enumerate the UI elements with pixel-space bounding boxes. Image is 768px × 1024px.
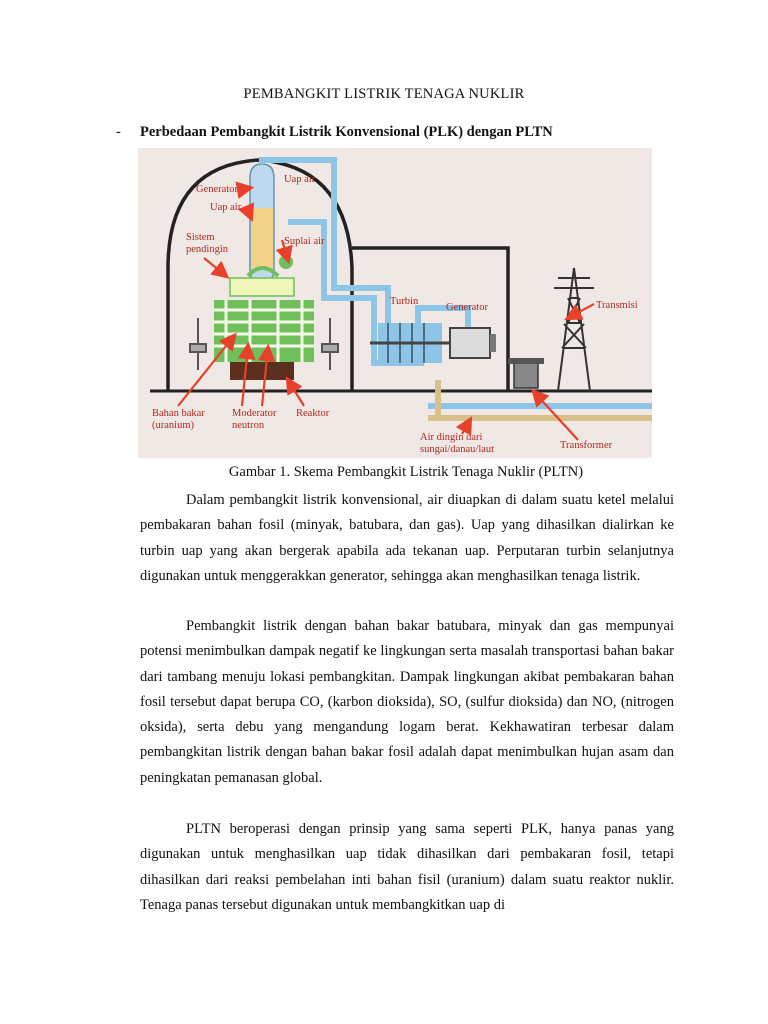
paragraph-2: Pembangkit listrik dengan bahan bakar batubara, minyak dan gas mempunyai potensi menimbulkan dampak negatif ke lingkungan serta masalah transportasi bahan bakar dari tambang menuju lokasi pembangkitan. Dampak lingkungan akibat pembakaran bahan fosil tersebut dapat berupa CO, (karbon dioksida), SO, (sulfur dioksida) dan NO, (nitrogen oksida), serta debu yang mengandung logam berat. Kekhawatiran terbesar dalam pembangkitan listrik dengan bahan bakar fosil adalah dapat menimbulkan hujan asam dan peningkatan pemanasan global. <box>140 618 674 786</box>
steam-generator-vessel <box>250 164 274 284</box>
label-uranium: (uranium) <box>152 420 194 431</box>
section-heading-text: Perbedaan Pembangkit Listrik Konvensional (PLK) dengan PLTN <box>140 124 553 140</box>
page-title: PEMBANGKIT LISTRIK TENAGA NUKLIR <box>243 86 525 102</box>
steam-pipes <box>262 160 652 406</box>
label-neutron: neutron <box>232 420 265 431</box>
paragraph-1: Dalam pembangkit listrik konvensional, air diuapkan di dalam suatu ketel melalui pembakaran bahan fosil (minyak, batubara, dan gas). Uap yang dihasilkan dialirkan ke turbin uap yang akan bergerak apabila ada tekanan uap. Perputaran turbin selanjutnya digunakan untuk menggerakkan generator, sehingga akan menghasilkan tenaga listrik. <box>140 492 674 584</box>
label-moderator: Moderator <box>232 408 277 419</box>
label-sungai: sungai/danau/laut <box>420 444 495 455</box>
label-sistem: Sistem <box>186 232 215 243</box>
figure-caption: Gambar 1. Skema Pembangkit Listrik Tenaga Nuklir (PLTN) <box>228 464 584 480</box>
label-generator-right: Generator <box>446 302 488 313</box>
label-reaktor: Reaktor <box>296 408 330 419</box>
label-suplai-air: Suplai air <box>284 236 325 247</box>
generator <box>450 328 496 358</box>
label-uap-air-top: Uap air <box>284 174 316 185</box>
pltn-diagram <box>138 148 652 458</box>
label-transformer: Transformer <box>560 440 613 451</box>
transmission-tower <box>554 268 594 391</box>
label-transmisi: Transmisi <box>596 300 638 311</box>
label-uap-air-left: Uap air <box>210 202 242 213</box>
label-bahan-bakar: Bahan bakar <box>152 408 205 419</box>
transformer <box>508 358 544 388</box>
label-pendingin: pendingin <box>186 244 228 255</box>
bullet-dash: - <box>116 124 121 140</box>
label-turbin: Turbin <box>390 296 419 307</box>
paragraph-3: PLTN beroperasi dengan prinsip yang sama seperti PLK, hanya panas yang digunakan untuk menghasilkan uap tidak dihasilkan dari pembakaran fosil, tetapi dihasilkan dari reaksi pembelahan inti bahan fisil (uranium) dalam suatu reaktor nuklir. Tenaga panas tersebut digunakan untuk membangkitkan uap di <box>140 821 674 913</box>
label-air-dingin: Air dingin dari <box>420 432 483 443</box>
label-generator-top: Generator <box>196 184 238 195</box>
